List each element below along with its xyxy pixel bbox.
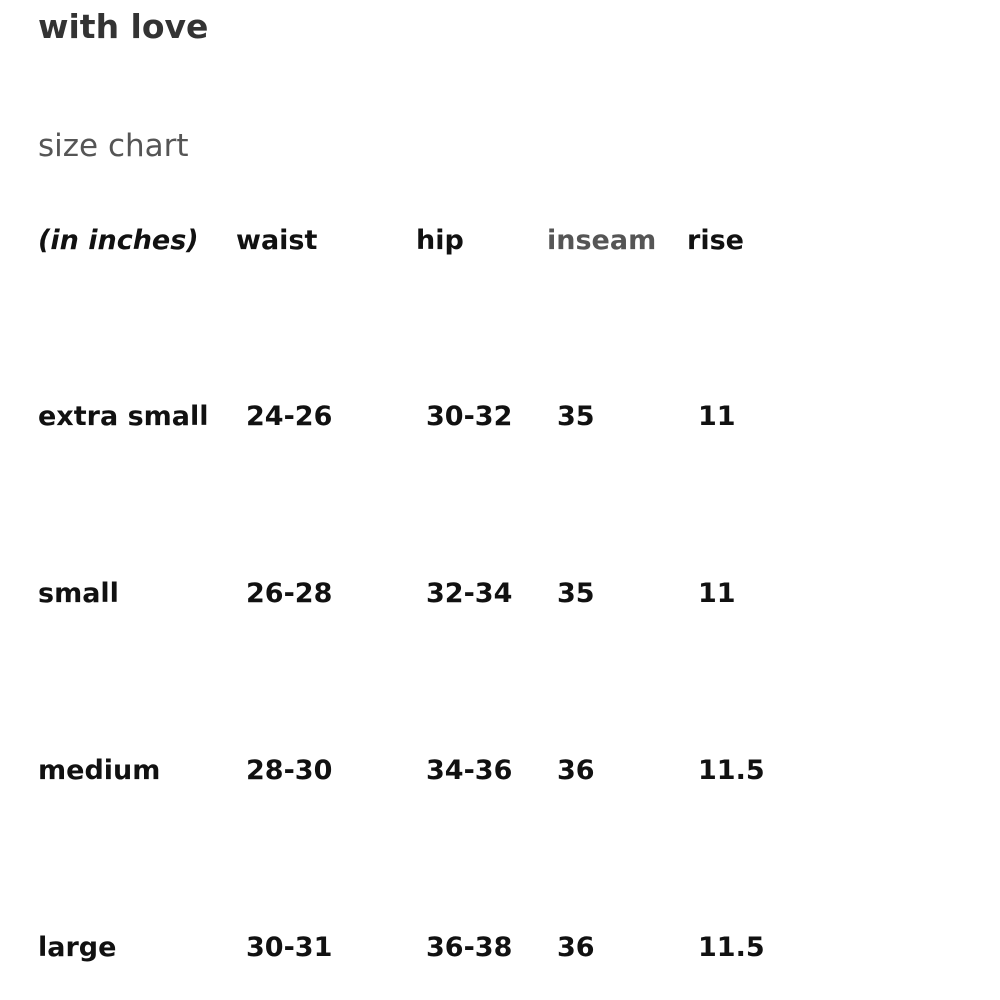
inseam-value: 35 xyxy=(557,578,595,609)
product-tagline: with love xyxy=(38,7,209,46)
hip-value: 30-32 xyxy=(426,401,513,432)
waist-value: 24-26 xyxy=(246,401,333,432)
hip-header: hip xyxy=(416,225,464,256)
size-label: extra small xyxy=(38,401,209,432)
rise-value: 11 xyxy=(698,578,736,609)
hip-value: 34-36 xyxy=(426,755,513,786)
waist-value: 28-30 xyxy=(246,755,333,786)
waist-value: 30-31 xyxy=(246,932,333,963)
inseam-value: 36 xyxy=(557,755,595,786)
hip-value: 36-38 xyxy=(426,932,513,963)
size-chart-title: size chart xyxy=(38,128,189,164)
inseam-header: inseam xyxy=(547,225,657,256)
inseam-value: 36 xyxy=(557,932,595,963)
size-chart-table xyxy=(38,0,938,1000)
rise-value: 11.5 xyxy=(698,755,765,786)
rise-value: 11.5 xyxy=(698,932,765,963)
size-label: small xyxy=(38,578,119,609)
waist-value: 26-28 xyxy=(246,578,333,609)
hip-value: 32-34 xyxy=(426,578,513,609)
rise-value: 11 xyxy=(698,401,736,432)
size-label: medium xyxy=(38,755,161,786)
rise-header: rise xyxy=(687,225,744,256)
waist-header: waist xyxy=(236,225,318,256)
inseam-value: 35 xyxy=(557,401,595,432)
size-label: large xyxy=(38,932,117,963)
units-header: (in inches) xyxy=(38,225,199,256)
